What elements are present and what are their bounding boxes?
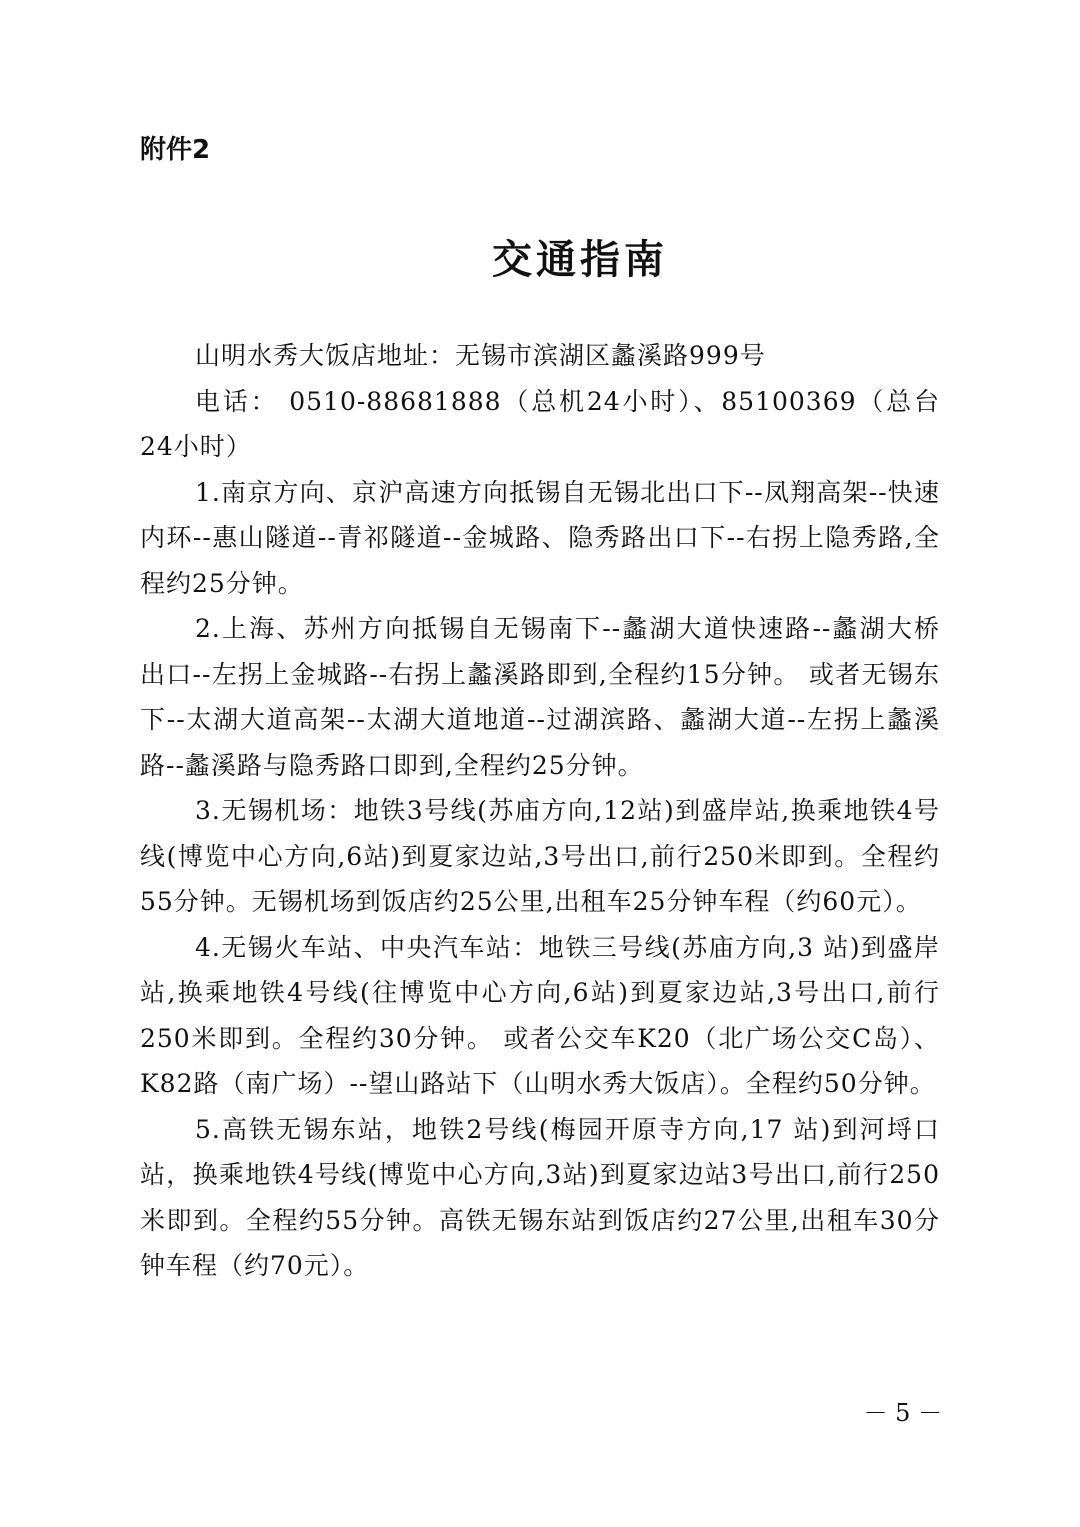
hotel-address: 山明水秀大饭店地址：无锡市滨湖区蠡溪路999号: [195, 341, 766, 370]
route-shanghai-suzhou: 2.上海、苏州方向抵锡自无锡南下--蠡湖大道快速路--蠡湖大桥 出口--左拐上金城路--右拐上蠡溪路即到,全程约15分钟。 或者无锡东下--太湖大道高架--太湖大道地道--过湖滨路、蠡湖大道--左拐上蠡溪路--蠡溪路与隐秀路口即到,全程约25分钟。: [140, 614, 940, 780]
route-railway-station: 4.无锡火车站、中央汽车站：地铁三号线(苏庙方向,3 站)到盛岸站,换乘地铁4号线(往博览中心方向,6站)到夏家边站,3号出口,前行250米即到。全程约30分钟。 或者公交车K20（北广场公交C岛）、K82路（南广场）--望山路站下（山明水秀大饭店）。全程约50分钟。: [140, 932, 940, 1098]
page-title: 交通指南: [492, 237, 668, 283]
attachment-label: 附件2: [140, 135, 211, 165]
hotel-phone: 电话： 0510-88681888（总机24小时）、85100369（总台24小时）: [140, 386, 940, 461]
route-nanjing: 1.南京方向、京沪高速方向抵锡自无锡北出口下--凤翔高架--快速内环--惠山隧道--青祁隧道--金城路、隐秀路出口下--右拐上隐秀路,全程约25分钟。: [140, 477, 940, 598]
route-airport: 3.无锡机场：地铁3号线(苏庙方向,12站)到盛岸站,换乘地铁4号线(博览中心方向,6站)到夏家边站,3号出口,前行250米即到。全程约55分钟。无锡机场到饭店约25公里,出租车25分钟车程（约60元）。: [140, 796, 940, 916]
body-text: [140, 333, 940, 1289]
page-number: － 5 －: [863, 1399, 942, 1427]
route-high-speed-rail: 5.高铁无锡东站，地铁2号线(梅园开原寺方向,17 站)到河埒口站，换乘地铁4号线(博览中心方向,3站)到夏家边站3号出口,前行250米即到。全程约55分钟。高铁无锡东站到饭店约27公里,出租车30分钟车程（约70元）。: [140, 1114, 940, 1280]
